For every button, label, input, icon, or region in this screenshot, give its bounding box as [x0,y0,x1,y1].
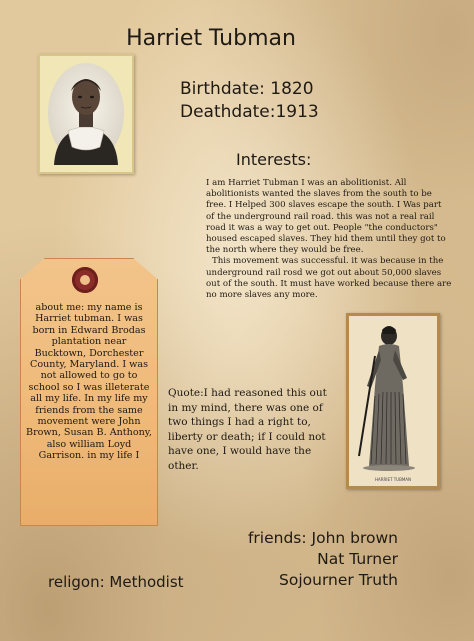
interests-heading: Interests: [236,150,312,169]
friends-line: Nat Turner [317,550,398,568]
about-me-text: about me: my name is Harriet tubman. I was born in Edward Brodas plantation near Bucktown, Dorchester County, Maryland. I was not allowed to go to school so I was illeterate all my life. In my life my friends from the same movement were John Brown, Susan B. Anthony, also william Loyd Garrison. in my life I [26,302,152,462]
interests-text [206,178,452,301]
page-title: Harriet Tubman [126,26,296,51]
friends-line: friends: John brown [247,529,398,547]
interests-paragraph: This movement was successful. it was because in the underground rail rosd we got out about 50,000 slaves out of the south. It must have worked because there are no more slaves any more. [206,256,452,301]
interests-paragraph: I am Harriet Tubman I was an abolitionist. All abolitionists wanted the slaves from the south to be free. I Helped 300 slaves escape the south. I Was part of the underground rail road. this was not a real rail road it was a way to get out. People "the conductors" housed escaped slaves. They hid them until they got to the north where they would be free. [206,178,446,256]
birthdate-text: Birthdate: 1820 [180,79,314,99]
engraving-caption: HARRIET TUBMAN [374,477,412,482]
portrait-photo [38,54,134,174]
life-dates [180,78,319,124]
portrait-image [46,61,126,165]
engraving-figure [349,316,431,472]
tag-hole-icon [72,267,98,293]
engraving-image [346,313,440,489]
quote-text: Quote:I had reasoned this out in my mind, there was one of two things I had a right to, liberty or death; if I could not have one, I would have the other. [168,387,327,472]
friends-list [230,528,398,591]
religion-text: religon: Methodist [48,573,184,591]
friends-line: Sojourner Truth [279,571,398,589]
deathdate-text: Deathdate:1913 [180,102,319,122]
